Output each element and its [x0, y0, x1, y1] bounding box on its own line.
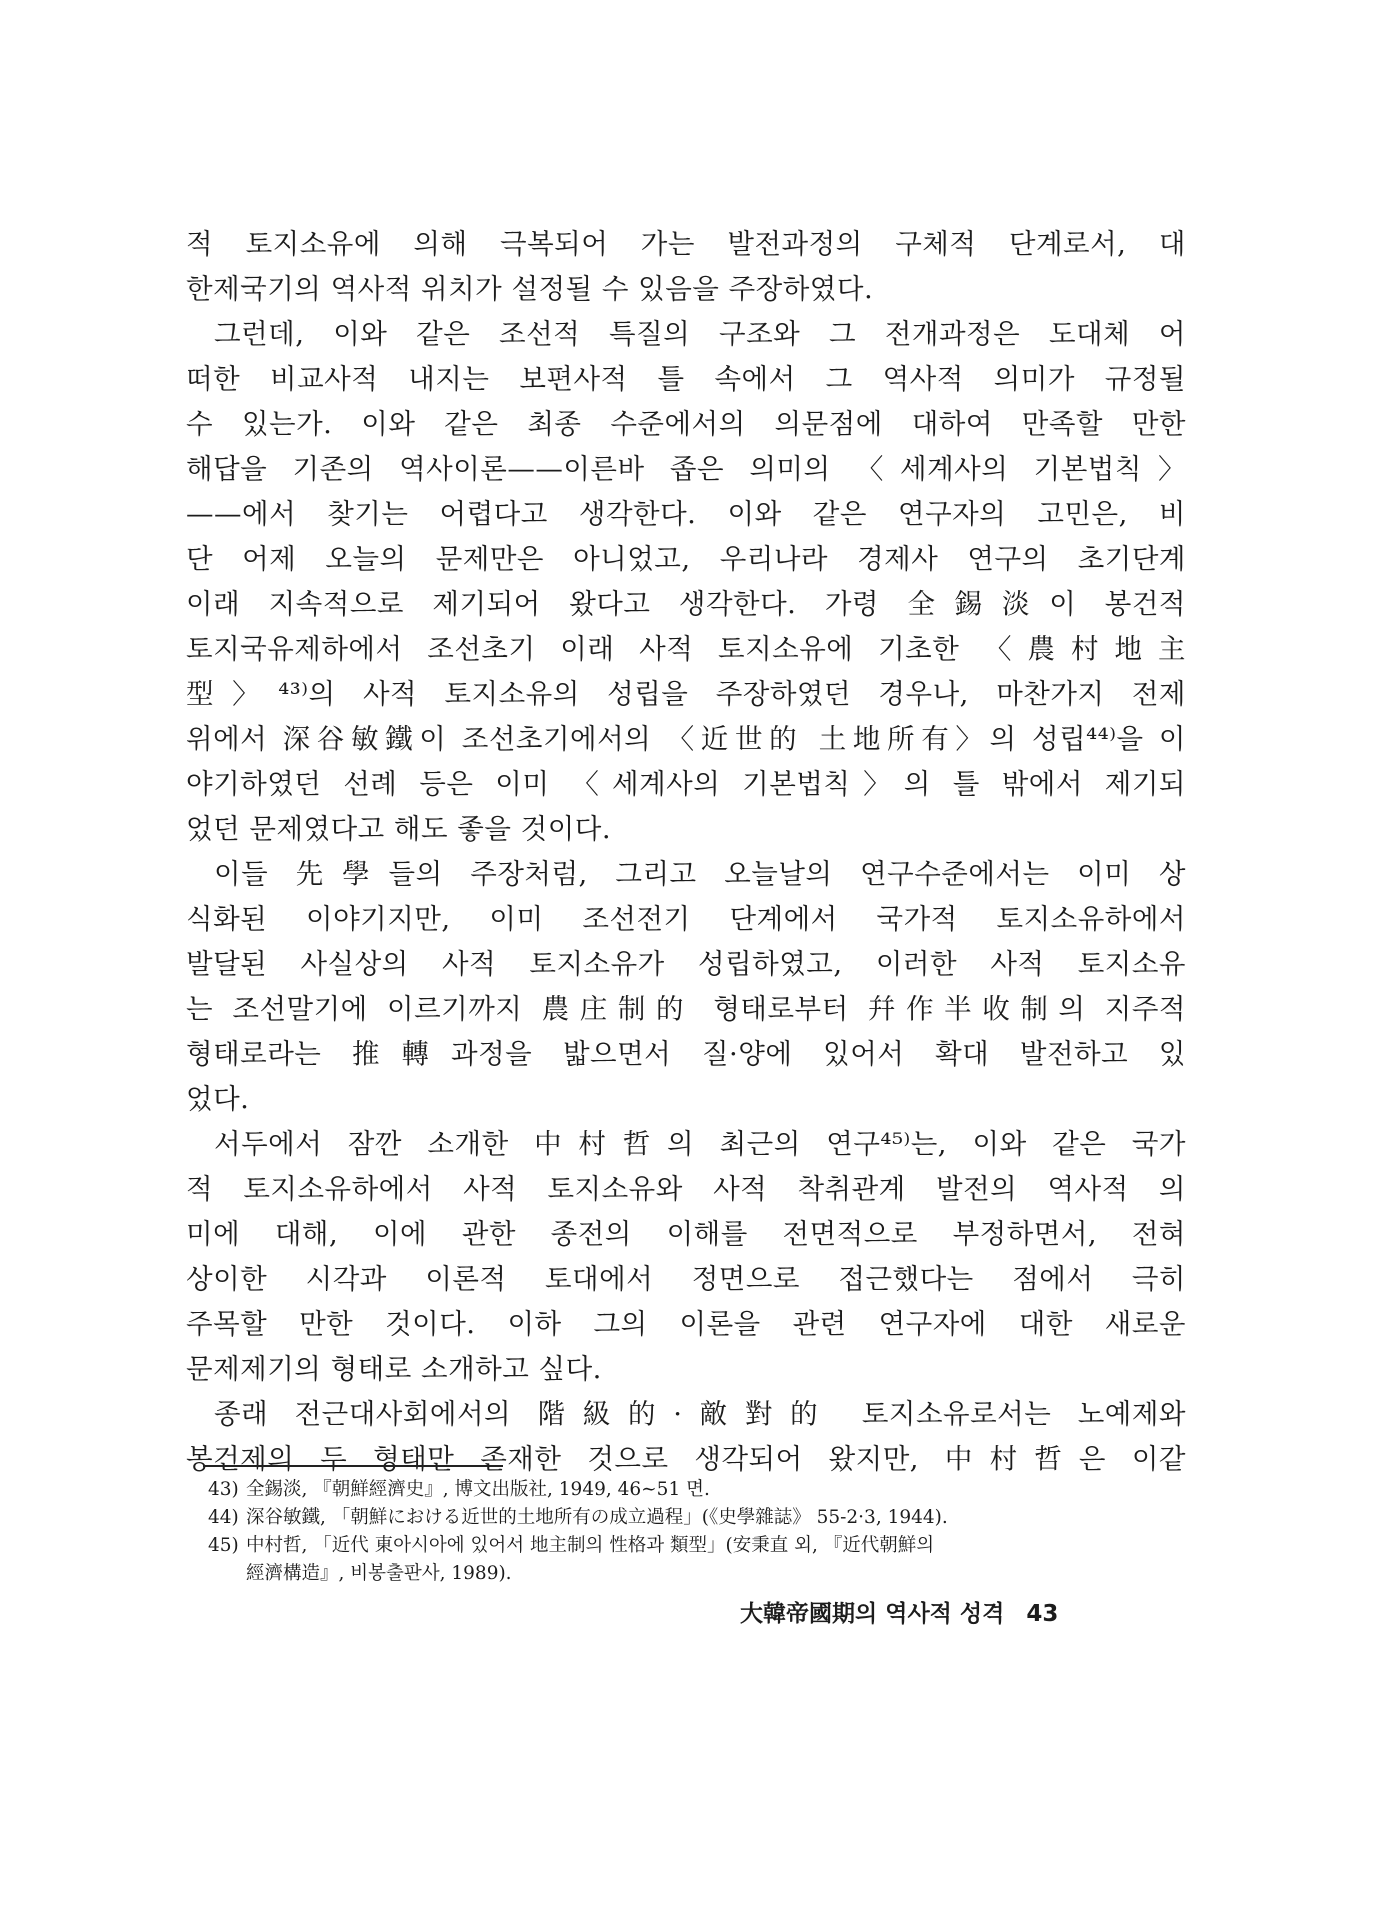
text-line: 서두에서 잠깐 소개한 中村哲의 최근의 연구⁴⁵⁾는, 이와 같은 국가: [214, 1128, 1186, 1160]
running-footer: [740, 1594, 1100, 1634]
text-line: 식화된 이야기지만, 이미 조선전기 단계에서 국가적 토지소유하에서: [186, 903, 1186, 935]
page-number: 43: [1026, 1601, 1059, 1627]
text-line: 야기하였던 선례 등은 이미 〈세계사의 기본법칙〉의 틀 밖에서 제기되: [186, 768, 1186, 800]
footnote-number: 45): [208, 1535, 239, 1556]
text-line: 미에 대해, 이에 관한 종전의 이해를 전면적으로 부정하면서, 전혀: [186, 1218, 1186, 1250]
text-line: 떠한 비교사적 내지는 보편사적 틀 속에서 그 역사적 의미가 규정될: [186, 363, 1186, 395]
text-line: 적 토지소유하에서 사적 토지소유와 사적 착취관계 발전의 역사적 의: [186, 1173, 1186, 1205]
footnote-text: 全錫淡, 『朝鮮經濟史』, 博文出版社, 1949, 46∼51 면.: [246, 1479, 710, 1500]
running-title: 大韓帝國期의 역사적 성격: [740, 1601, 1005, 1627]
text-line: 단 어제 오늘의 문제만은 아니었고, 우리나라 경제사 연구의 초기단계: [186, 543, 1186, 575]
text-line: 해답을 기존의 역사이론——이른바 좁은 의미의 〈세계사의 기본법칙〉: [186, 453, 1186, 485]
text-line: 이들 先學들의 주장처럼, 그리고 오늘날의 연구수준에서는 이미 상: [214, 858, 1186, 890]
text-line: 위에서 深谷敏鐵이 조선초기에서의 〈近世的 土地所有〉의 성립⁴⁴⁾을 이: [186, 723, 1186, 755]
text-line: 이래 지속적으로 제기되어 왔다고 생각한다. 가령 全錫淡이 봉건적: [186, 588, 1186, 620]
text-line: 그런데, 이와 같은 조선적 특질의 구조와 그 전개과정은 도대체 어: [214, 318, 1186, 350]
text-line: 문제제기의 형태로 소개하고 싶다.: [186, 1353, 602, 1385]
text-line: 한제국기의 역사적 위치가 설정될 수 있음을 주장하였다.: [186, 273, 874, 305]
footnote: [208, 1504, 1168, 1532]
footnote-text: 中村哲, 「近代 東아시아에 있어서 地主制의 性格과 類型」(安秉直 외, 『近代朝鮮의: [246, 1535, 935, 1556]
text-line: 형태로라는 推轉과정을 밟으면서 질·양에 있어서 확대 발전하고 있: [186, 1038, 1186, 1070]
main-text: [186, 222, 1186, 1482]
text-line: 토지국유제하에서 조선초기 이래 사적 토지소유에 기초한 〈農村地主: [186, 633, 1186, 665]
footnote-text: 經濟構造』, 비봉출판사, 1989).: [246, 1563, 512, 1584]
footnote: [208, 1560, 1168, 1588]
text-line: 주목할 만한 것이다. 이하 그의 이론을 관련 연구자에 대한 새로운: [186, 1308, 1186, 1340]
footnotes: [208, 1476, 1168, 1588]
text-line: 상이한 시각과 이론적 토대에서 정면으로 접근했다는 점에서 극히: [186, 1263, 1186, 1295]
text-line: 型〉⁴³⁾의 사적 토지소유의 성립을 주장하였던 경우나, 마찬가지 전제: [186, 678, 1186, 710]
text-line: 수 있는가. 이와 같은 최종 수준에서의 의문점에 대하여 만족할 만한: [186, 408, 1186, 440]
text-line: 적 토지소유에 의해 극복되어 가는 발전과정의 구체적 단계로서, 대: [186, 228, 1186, 260]
text-line: 었던 문제였다고 해도 좋을 것이다.: [186, 813, 612, 845]
text-line: 발달된 사실상의 사적 토지소유가 성립하였고, 이러한 사적 토지소유: [186, 948, 1186, 980]
text-line: ——에서 찾기는 어렵다고 생각한다. 이와 같은 연구자의 고민은, 비: [186, 498, 1186, 530]
footnote-separator: [203, 1465, 503, 1467]
footnote: [208, 1476, 1168, 1504]
footnote-text: 深谷敏鐵, 「朝鮮における近世的土地所有の成立過程」(《史學雜誌》 55-2·3, 1944).: [246, 1507, 948, 1528]
footnote-number: 44): [208, 1507, 239, 1528]
text-line: 는 조선말기에 이르기까지 農庄制的 형태로부터 幷作半收制의 지주적: [186, 993, 1186, 1025]
footnote: [208, 1532, 1168, 1560]
text-line: 봉건제의 두 형태만 존재한 것으로 생각되어 왔지만, 中村哲은 이같: [186, 1443, 1186, 1475]
text-line: 었다.: [186, 1083, 250, 1115]
text-line: 종래 전근대사회에서의 階級的·敵對的 토지소유로서는 노예제와: [214, 1398, 1186, 1430]
footnote-number: 43): [208, 1479, 239, 1500]
